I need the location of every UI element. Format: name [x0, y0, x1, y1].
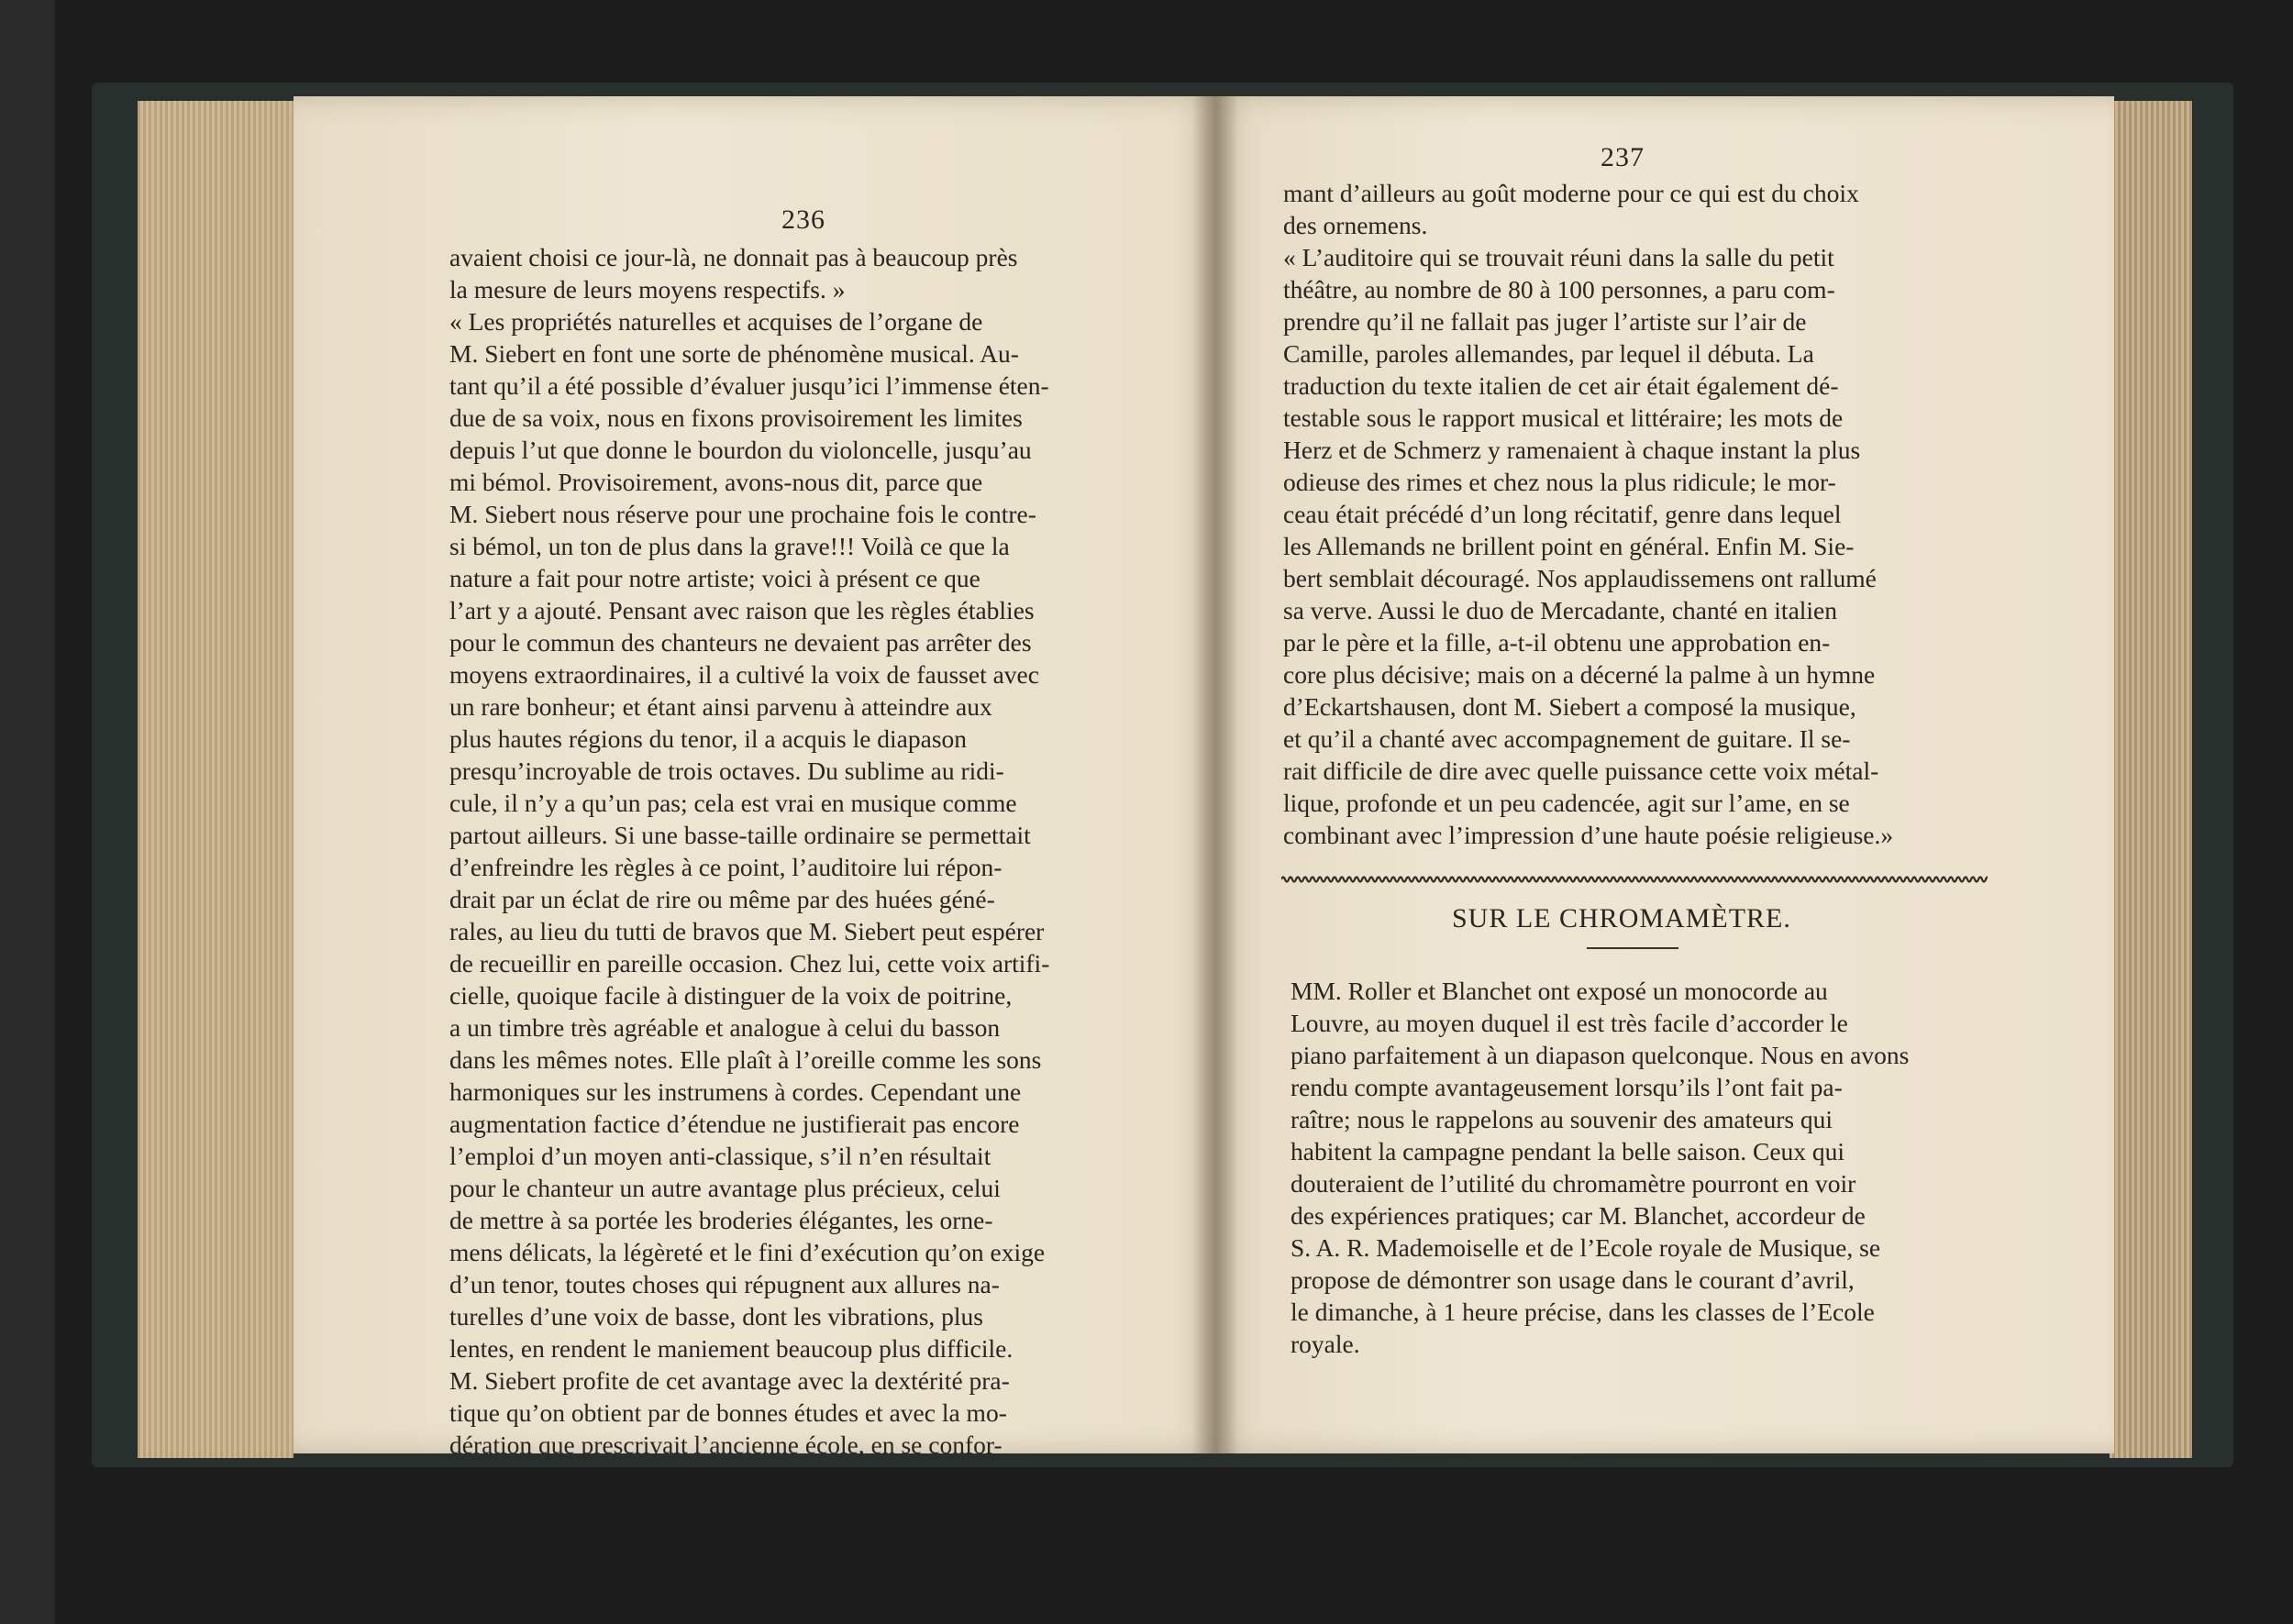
left-page-text-line: « Les propriétés naturelles et acquises de l’organe de [449, 307, 983, 336]
left-page-text-line: pour le chanteur un autre avantage plus précieux, celui [449, 1174, 1001, 1202]
right-page [1215, 96, 2114, 1453]
section-text [1291, 975, 1989, 1360]
section-text-line: habitent la campagne pendant la belle saison. Ceux qui [1291, 1137, 1845, 1166]
left-page-text-line: lentes, en rendent le maniement beaucoup plus difficile. [449, 1334, 1014, 1363]
left-page [294, 96, 1215, 1459]
left-page-text-line: pour le commun des chanteurs ne devaient pas arrêter des [449, 628, 1032, 657]
left-page-text-line: turelles d’une voix de basse, dont les vibrations, plus [449, 1302, 983, 1331]
section-text-line: rendu compte avantageusement lorsqu’ils l’ont fait pa- [1291, 1073, 1843, 1101]
left-page-text-line: M. Siebert profite de cet avantage avec la dextérité pra- [449, 1366, 1010, 1395]
left-page-text-line: M. Siebert en font une sorte de phénomène musical. Au- [449, 339, 1019, 368]
left-page-text-line: augmentation factice d’étendue ne justifierait pas encore [449, 1110, 1020, 1138]
right-page-text-line: odieuse des rimes et chez nous la plus ridicule; le mor- [1283, 468, 1836, 496]
right-page-text-line: rait difficile de dire avec quelle puissance cette voix métal- [1283, 757, 1879, 785]
right-page-text-line: par le père et la fille, a-t-il obtenu une approbation en- [1283, 628, 1831, 657]
left-page-text-line: presqu’incroyable de trois octaves. Du sublime au ridi- [449, 757, 1004, 785]
left-page-text-line: cule, il n’y a qu’un pas; cela est vrai en musique comme [449, 789, 1017, 817]
left-page-text-line: mi bémol. Provisoirement, avons-nous dit, parce que [449, 468, 983, 496]
left-page-text-line: rales, au lieu du tutti de bravos que M. Siebert peut espérer [449, 917, 1045, 945]
left-page-text-line: moyens extraordinaires, il a cultivé la voix de fausset avec [449, 660, 1039, 689]
section-text-line: le dimanche, à 1 heure précise, dans les classes de l’Ecole [1291, 1298, 1875, 1326]
right-page-text-line: combinant avec l’impression d’une haute poésie religieuse.» [1283, 821, 1894, 849]
section-text-line: Louvre, au moyen duquel il est très facile d’accorder le [1291, 1009, 1848, 1037]
section-text-line: piano parfaitement à un diapason quelconque. Nous en avons [1291, 1041, 1910, 1069]
right-page-text-line: « L’auditoire qui se trouvait réuni dans la salle du petit [1283, 243, 1834, 271]
scanner-bed-left [0, 0, 55, 1624]
left-page-text-line: dération que prescrivait l’ancienne école, en se confor- [449, 1431, 1002, 1459]
left-page-text-line: nature a fait pour notre artiste; voici à présent ce que [449, 564, 980, 592]
section-heading: SUR LE CHROMAMÈTRE. [1452, 903, 1791, 934]
section-text-line: des expériences pratiques; car M. Blanchet, accordeur de [1291, 1201, 1866, 1230]
right-page-text-line: core plus décisive; mais on a décerné la palme à un hymne [1283, 660, 1876, 689]
right-page-text-line: Camille, paroles allemandes, par lequel il débuta. La [1283, 339, 1814, 368]
right-page-text-line: testable sous le rapport musical et littéraire; les mots de [1283, 403, 1844, 432]
right-page-text-line: bert semblait découragé. Nos applaudissemens ont rallumé [1283, 564, 1877, 592]
page-number-left: 236 [781, 204, 825, 235]
left-page-text-line: partout ailleurs. Si une basse-taille ordinaire se permettait [449, 821, 1031, 849]
right-page-text-line: d’Eckartshausen, dont M. Siebert a composé la musique, [1283, 692, 1856, 721]
right-page-edges [2110, 101, 2192, 1458]
left-page-text-line: de recueillir en pareille occasion. Chez lui, cette voix artifi- [449, 949, 1050, 978]
right-page-text-line: prendre qu’il ne fallait pas juger l’artiste sur l’air de [1283, 307, 1807, 336]
left-page-text-line: tant qu’il a été possible d’évaluer jusqu’ici l’immense éten- [449, 371, 1049, 400]
right-page-text-line: ceau était précédé d’un long récitatif, genre dans lequel [1283, 500, 1842, 528]
left-page-text-line: dans les mêmes notes. Elle plaît à l’oreille comme les sons [449, 1045, 1042, 1074]
left-page-text-line: depuis l’ut que donne le bourdon du violoncelle, jusqu’au [449, 436, 1032, 464]
section-text-line: raître; nous le rappelons au souvenir des amateurs qui [1291, 1105, 1833, 1133]
right-page-text-line: théâtre, au nombre de 80 à 100 personnes, a paru com- [1283, 275, 1835, 304]
left-page-text-line: un rare bonheur; et étant ainsi parvenu à atteindre aux [449, 692, 992, 721]
right-page-text-line: sa verve. Aussi le duo de Mercadante, chanté en italien [1283, 596, 1838, 624]
book-gutter [1192, 92, 1238, 1458]
right-page-text-line: lique, profonde et un peu cadencée, agit sur l’ame, en se [1283, 789, 1850, 817]
left-page-text-line: M. Siebert nous réserve pour une prochaine fois le contre- [449, 500, 1036, 528]
left-page-text [449, 241, 1146, 1461]
left-page-text-line: de mettre à sa portée les broderies élégantes, les orne- [449, 1206, 993, 1234]
left-page-text-line: a un timbre très agréable et analogue à celui du basson [449, 1013, 1001, 1042]
section-text-line: MM. Roller et Blanchet ont exposé un monocorde au [1291, 977, 1828, 1005]
left-page-text-line: l’art y a ajouté. Pensant avec raison que les règles établies [449, 596, 1035, 624]
right-page-text-line: mant d’ailleurs au goût moderne pour ce qui est du choix [1283, 179, 1859, 207]
page-number-right: 237 [1601, 142, 1645, 172]
left-page-text-line: la mesure de leurs moyens respectifs. » [449, 275, 846, 304]
right-page-text-line: traduction du texte italien de cet air était également dé- [1283, 371, 1839, 400]
left-page-text-line: l’emploi d’un moyen anti-classique, s’il n’en résultait [449, 1142, 991, 1170]
section-text-line: douteraient de l’utilité du chromamètre pourront en voir [1291, 1169, 1856, 1198]
left-page-text-line: d’un tenor, toutes choses qui répugnent aux allures na- [449, 1270, 1000, 1298]
left-page-edges [138, 101, 294, 1458]
section-text-line: royale. [1291, 1330, 1360, 1358]
right-page-text-line: et qu’il a chanté avec accompagnement de guitare. Il se- [1283, 724, 1851, 753]
left-page-text-line: tique qu’on obtient par de bonnes études et avec la mo- [449, 1398, 1007, 1427]
left-page-text-line: d’enfreindre les règles à ce point, l’auditoire lui répon- [449, 853, 1002, 881]
left-page-text-line: mens délicats, la légèreté et le fini d’exécution qu’on exige [449, 1238, 1046, 1266]
left-page-text-line: drait par un éclat de rire ou même par des huées géné- [449, 885, 995, 913]
left-page-text-line: harmoniques sur les instrumens à cordes. Cependant une [449, 1077, 1022, 1106]
right-page-text-line: des ornemens. [1283, 211, 1428, 239]
left-page-text-line: plus hautes régions du tenor, il a acquis le diapason [449, 724, 968, 753]
left-page-text-line: si bémol, un ton de plus dans la grave!!! Voilà ce que la [449, 532, 1010, 560]
section-text-line: propose de démontrer son usage dans le courant d’avril, [1291, 1265, 1855, 1294]
section-divider [1281, 874, 1988, 885]
section-text-line: S. A. R. Mademoiselle et de l’Ecole royale de Musique, se [1291, 1233, 1881, 1262]
left-page-text-line: cielle, quoique facile à distinguer de la voix de poitrine, [449, 981, 1013, 1010]
right-page-text-line: les Allemands ne brillent point en général. Enfin M. Sie- [1283, 532, 1855, 560]
left-page-text-line: avaient choisi ce jour-là, ne donnait pas à beaucoup près [449, 243, 1018, 271]
right-page-text [1283, 177, 1980, 851]
heading-underline [1587, 947, 1678, 949]
right-page-text-line: Herz et de Schmerz y ramenaient à chaque instant la plus [1283, 436, 1861, 464]
left-page-text-line: due de sa voix, nous en fixons provisoirement les limites [449, 403, 1023, 432]
